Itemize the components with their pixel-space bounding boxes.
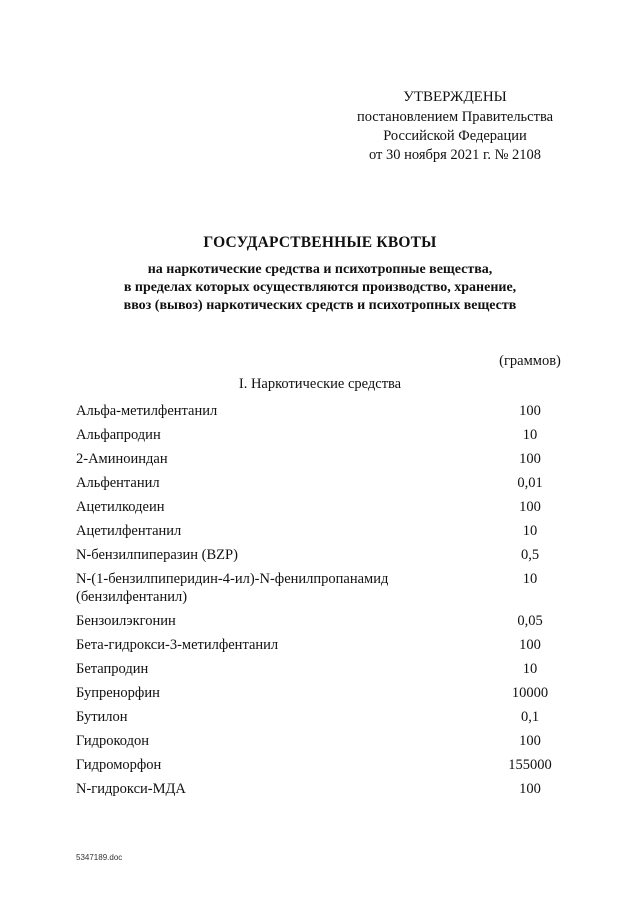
document-subtitle bbox=[0, 261, 640, 315]
table-row bbox=[76, 570, 580, 606]
quota-table bbox=[76, 402, 580, 804]
table-row bbox=[76, 498, 580, 516]
approval-heading: УТВЕРЖДЕНЫ bbox=[403, 89, 507, 105]
substance-name-line: N-(1-бензилпиперидин-4-ил)-N-фенилпропанамид bbox=[76, 571, 389, 587]
document-file-id: 5347189.doc bbox=[76, 853, 123, 862]
table-row bbox=[76, 546, 580, 564]
quota-value: 10 bbox=[522, 523, 538, 539]
quota-value: 10 bbox=[522, 571, 538, 587]
substance-name: N-бензилпиперазин (BZP) bbox=[76, 547, 238, 563]
substance-name: Бетапродин bbox=[76, 661, 149, 677]
table-row bbox=[76, 522, 580, 540]
quota-value: 0,05 bbox=[517, 613, 543, 629]
table-row bbox=[76, 756, 580, 774]
substance-name: Бензоилэкгонин bbox=[76, 613, 176, 629]
substance-name: Бутилон bbox=[76, 709, 128, 725]
quota-value: 100 bbox=[519, 403, 541, 419]
quota-value: 0,01 bbox=[517, 475, 543, 491]
approval-line: Российской Федерации bbox=[383, 128, 527, 144]
table-row bbox=[76, 450, 580, 468]
table-row bbox=[76, 402, 580, 420]
quota-value: 10 bbox=[522, 427, 538, 443]
substance-name bbox=[76, 570, 480, 606]
quota-value: 100 bbox=[519, 499, 541, 515]
quota-value: 100 bbox=[519, 637, 541, 653]
quota-value: 100 bbox=[519, 781, 541, 797]
substance-name: 2-Аминоиндан bbox=[76, 451, 168, 467]
quota-value: 10000 bbox=[511, 685, 549, 701]
table-row bbox=[76, 474, 580, 492]
subtitle-line: ввоз (вывоз) наркотических средств и психотропных веществ bbox=[123, 298, 517, 313]
approval-block bbox=[330, 88, 580, 165]
quota-value: 155000 bbox=[508, 757, 552, 773]
table-row bbox=[76, 426, 580, 444]
approval-line: от 30 ноября 2021 г. № 2108 bbox=[368, 147, 542, 163]
section-heading: I. Наркотические средства bbox=[238, 376, 402, 392]
table-row bbox=[76, 636, 580, 654]
quota-value: 100 bbox=[519, 733, 541, 749]
substance-name: N-гидрокси-МДА bbox=[76, 781, 186, 797]
approval-line: постановлением Правительства bbox=[356, 109, 554, 125]
table-row bbox=[76, 612, 580, 630]
quota-value: 10 bbox=[522, 661, 538, 677]
substance-name: Альфа-метилфентанил bbox=[76, 403, 218, 419]
substance-name: Гидрокодон bbox=[76, 733, 149, 749]
substance-name: Ацетилфентанил bbox=[76, 523, 182, 539]
document-title: ГОСУДАРСТВЕННЫЕ КВОТЫ bbox=[203, 234, 437, 251]
table-row bbox=[76, 708, 580, 726]
substance-name-line: (бензилфентанил) bbox=[76, 589, 188, 605]
subtitle-line: на наркотические средства и психотропные вещества, bbox=[147, 262, 493, 277]
substance-name: Альфентанил bbox=[76, 475, 160, 491]
table-row bbox=[76, 684, 580, 702]
substance-name: Гидроморфон bbox=[76, 757, 162, 773]
table-row bbox=[76, 660, 580, 678]
quota-value: 0,5 bbox=[520, 547, 540, 563]
quota-value: 0,1 bbox=[520, 709, 540, 725]
substance-name: Бета-гидрокси-3-метилфентанил bbox=[76, 637, 279, 653]
table-row bbox=[76, 780, 580, 798]
units-label: (граммов) bbox=[499, 353, 561, 369]
substance-name: Ацетилкодеин bbox=[76, 499, 165, 515]
substance-name: Бупренорфин bbox=[76, 685, 160, 701]
substance-name: Альфапродин bbox=[76, 427, 161, 443]
table-row bbox=[76, 732, 580, 750]
quota-value: 100 bbox=[519, 451, 541, 467]
subtitle-line: в пределах которых осуществляются производство, хранение, bbox=[123, 280, 517, 295]
